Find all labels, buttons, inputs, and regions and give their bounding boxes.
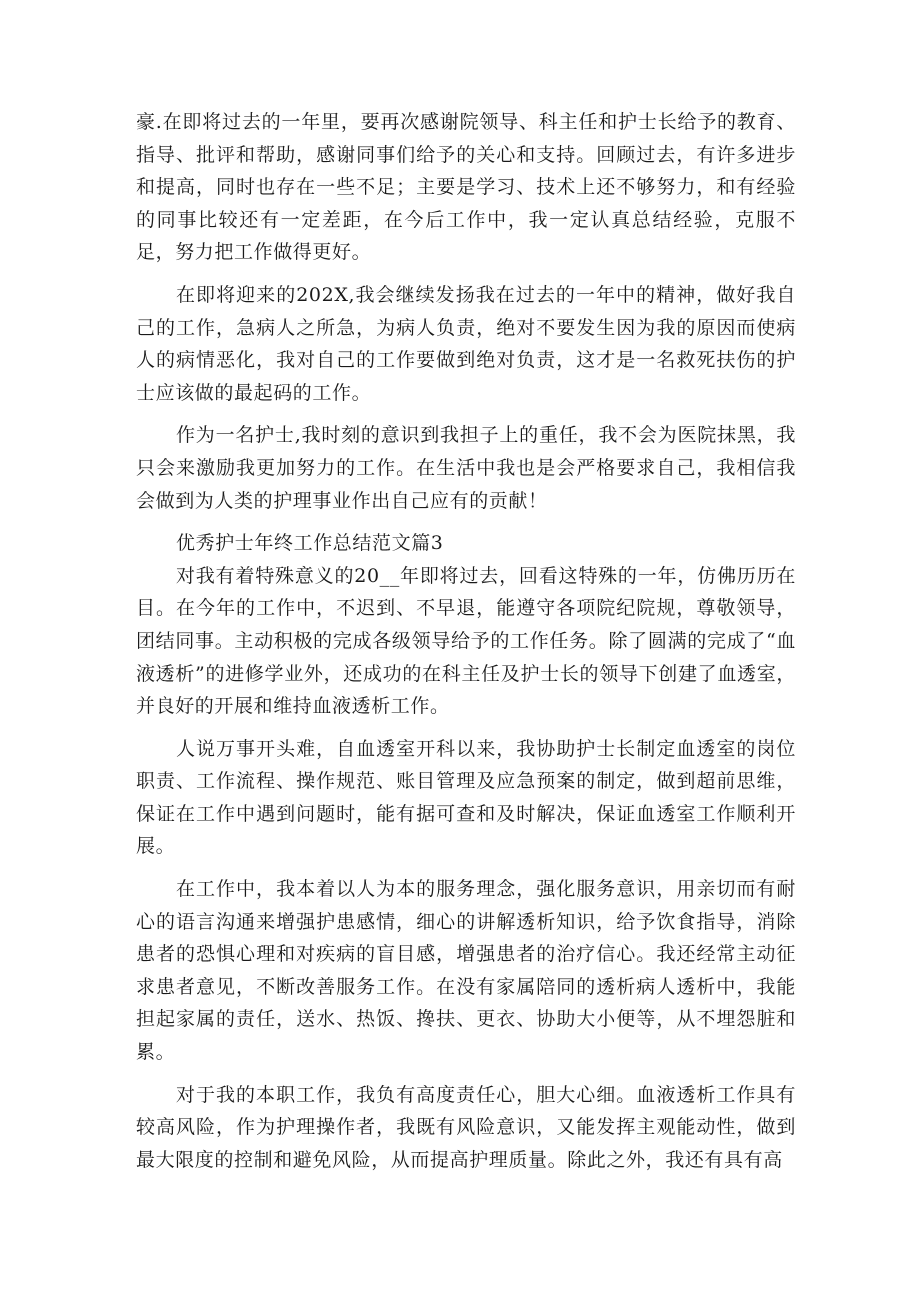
section-heading: 优秀护士年终工作总结范文篇3 (176, 532, 444, 555)
paragraph: 对于我的本职工作，我负有高度责任心，胆大心细。血液透析工作具有较高风险，作为护理操作者，我既有风险意识，又能发挥主观能动性，做到最大限度的控制和避免风险，从而提高护理质量。除此之外，我还有具有高 (136, 1083, 796, 1171)
paragraph: 人说万事开头难，自血透室开科以来，我协助护士长制定血透室的岗位职责、工作流程、操作规范、账目管理及应急预案的制定，做到超前思维，保证在工作中遇到问题时，能有据可查和及时解决，保证血透室工作顺利开展。 (136, 737, 796, 858)
paragraph: 对我有着特殊意义的20__年即将过去，回看这特殊的一年，仿佛历历在目。在今年的工作中，不迟到、不早退，能遵守各项院纪院规，尊敬领导，团结同事。主动积极的完成各级领导给予的工作任务。除了圆满的完成了“血液透析”的进修学业外，还成功的在科主任及护士长的领导下创建了血透室，并良好的开展和维持血液透析工作。 (136, 564, 796, 718)
paragraph: 在工作中，我本着以人为本的服务理念，强化服务意识，用亲切而有耐心的语言沟通来增强护患感情，细心的讲解透析知识，给予饮食指导，消除患者的恐惧心理和对疾病的盲目感，增强患者的治疗信心。我还经常主动征求患者意见，不断改善服务工作。在没有家属陪同的透析病人透析中，我能担起家属的责任，送水、热饭、搀扶、更衣、协助大小便等，从不埋怨脏和累。 (136, 878, 796, 1064)
paragraph: 在即将迎来的202X,我会继续发扬我在过去的一年中的精神，做好我自己的工作，急病人之所急，为病人负责，绝对不要发生因为我的原因而使病人的病情恶化，我对自己的工作要做到绝对负责，这才是一名救死扶伤的护士应该做的最起码的工作。 (136, 283, 796, 404)
document-body (136, 106, 796, 1176)
paragraph: 作为一名护士,我时刻的意识到我担子上的重任，我不会为医院抹黑，我只会来激励我更加努力的工作。在生活中我也是会严格要求自己，我相信我会做到为人类的护理事业作出自己应有的贡献！ (136, 424, 796, 512)
paragraph-continuation: 豪.在即将过去的一年里，要再次感谢院领导、科主任和护士长给予的教育、指导、批评和帮助，感谢同事们给予的关心和支持。回顾过去，有许多进步和提高，同时也存在一些不足；主要是学习、技术上还不够努力，和有经验的同事比较还有一定差距，在今后工作中，我一定认真总结经验，克服不足，努力把工作做得更好。 (136, 111, 796, 264)
